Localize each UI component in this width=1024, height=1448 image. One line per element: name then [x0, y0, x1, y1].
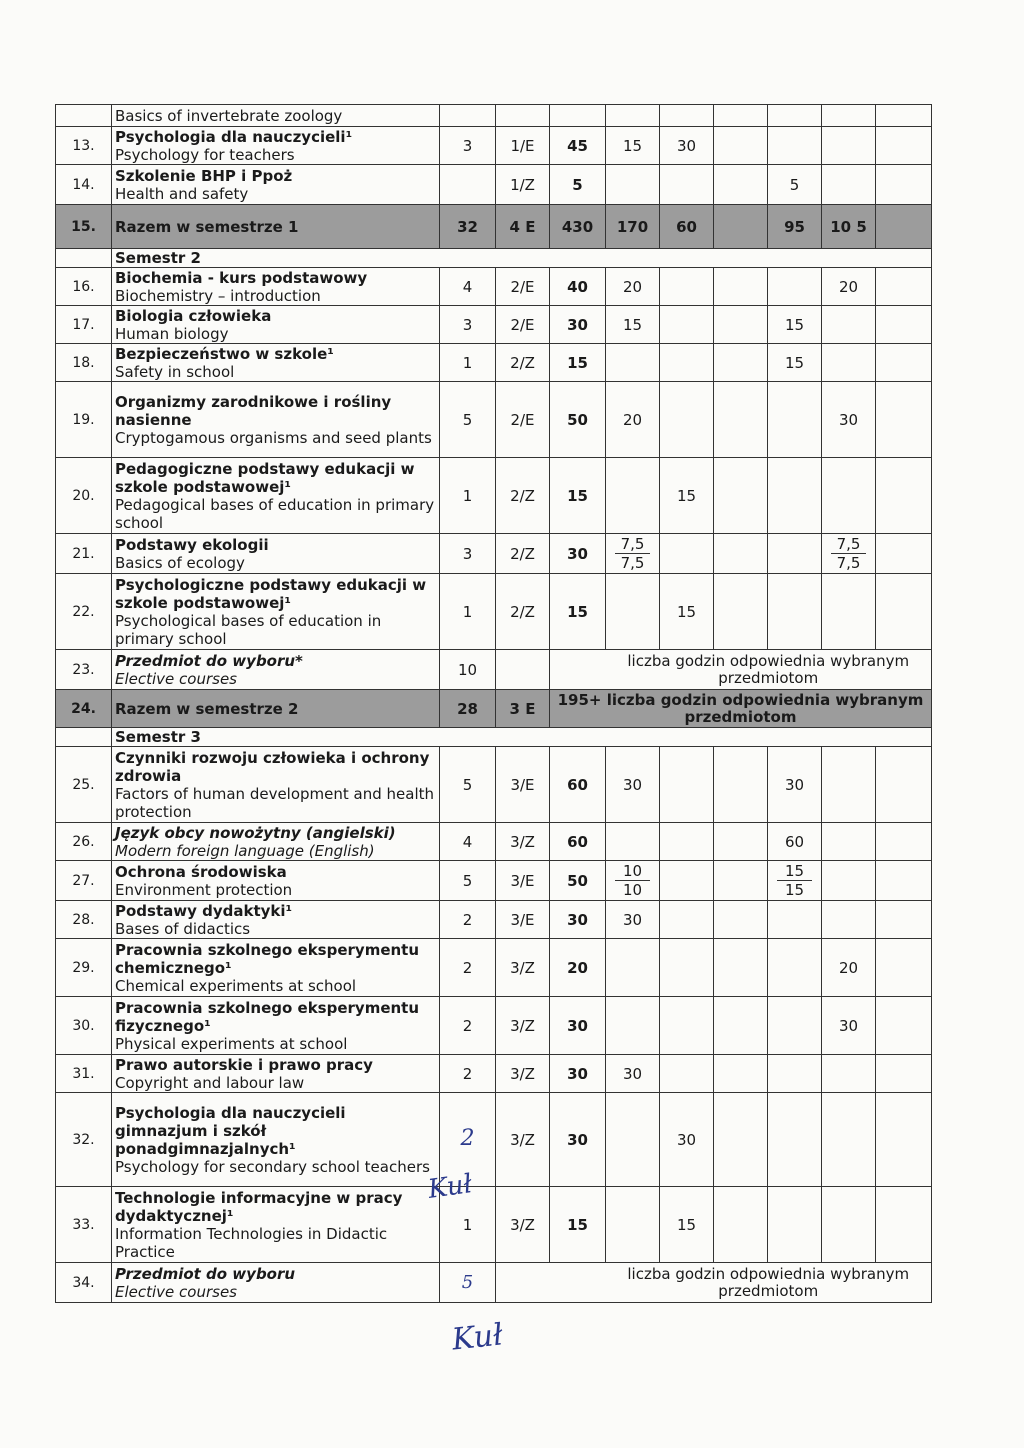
row-number: 13. — [56, 127, 112, 165]
ects-cell: 2 — [440, 939, 496, 997]
semester-cell: 1/E — [496, 127, 550, 165]
total-hours-cell: 15 — [550, 344, 606, 382]
ects-cell: 2 — [440, 997, 496, 1055]
hours-cell: 60 — [660, 205, 714, 249]
total-hours-cell: 20 — [550, 939, 606, 997]
table-row — [56, 306, 932, 344]
course-name-pl: Język obcy nowożytny (angielski) — [115, 823, 396, 842]
row-number: 18. — [56, 344, 112, 382]
split-value-bottom: 10 — [622, 881, 643, 899]
ects-cell: 4 — [440, 823, 496, 861]
hours-cell: 15 — [660, 458, 714, 534]
semester-label: Semestr 2 — [112, 249, 932, 268]
total-hours-cell: 5 — [550, 165, 606, 205]
split-value-bottom: 7,5 — [836, 554, 861, 572]
course-name-en: Biochemistry – introduction — [115, 286, 321, 305]
ects-cell: 3 — [440, 127, 496, 165]
split-hours-cell — [822, 534, 876, 574]
total-hours-cell: 50 — [550, 382, 606, 458]
course-name-en: Modern foreign language (English) — [115, 841, 375, 860]
row-number: 15. — [56, 205, 112, 249]
split-value-bottom: 15 — [784, 881, 805, 899]
hours-cell: 30 — [822, 382, 876, 458]
ects-cell: 1 — [440, 344, 496, 382]
course-name-en: Psychology for teachers — [115, 145, 295, 164]
course-name-en: Human biology — [115, 324, 229, 343]
table-row — [56, 861, 932, 901]
course-name-pl: Czynniki rozwoju człowieka i ochrony zdrowia — [115, 748, 430, 785]
curriculum-page — [55, 104, 931, 1303]
row-number: 34. — [56, 1263, 112, 1303]
elective-hours-note: liczba godzin odpowiednia wybranym przedmiotom — [606, 650, 932, 690]
row-number: 16. — [56, 268, 112, 306]
row-number: 28. — [56, 901, 112, 939]
hours-cell: 20 — [606, 268, 660, 306]
split-hours-cell — [768, 861, 822, 901]
hours-cell: 95 — [768, 205, 822, 249]
total-hours-cell: 50 — [550, 861, 606, 901]
table-row — [56, 344, 932, 382]
hours-cell: 30 — [822, 997, 876, 1055]
table-row — [56, 105, 932, 127]
table-row — [56, 534, 932, 574]
semester-cell: 3/Z — [496, 939, 550, 997]
total-hours-cell: 30 — [550, 1055, 606, 1093]
semester-cell: 2/E — [496, 268, 550, 306]
row-number: 31. — [56, 1055, 112, 1093]
ects-cell: 10 — [440, 650, 496, 690]
semester-cell: 3/E — [496, 901, 550, 939]
row-number: 30. — [56, 997, 112, 1055]
summary-label: Razem w semestrze 1 — [112, 205, 440, 249]
course-name-en: Elective courses — [115, 1282, 237, 1301]
course-name-en: Chemical experiments at school — [115, 976, 357, 995]
row-number: 29. — [56, 939, 112, 997]
table-row — [56, 1093, 932, 1187]
semester-header-row — [56, 728, 932, 747]
hours-cell: 15 — [660, 1187, 714, 1263]
hours-cell: 20 — [822, 939, 876, 997]
ects-cell — [440, 1263, 496, 1303]
semester-cell: 2/E — [496, 382, 550, 458]
semester-cell: 2/Z — [496, 574, 550, 650]
hours-cell: 15 — [606, 306, 660, 344]
semester-cell: 3/Z — [496, 1093, 550, 1187]
course-name-en: Factors of human development and health protection — [115, 784, 435, 821]
semester-cell: 3/E — [496, 861, 550, 901]
table-row — [56, 1055, 932, 1093]
ects-cell: 1 — [440, 458, 496, 534]
table-row — [56, 997, 932, 1055]
course-name-en: Environment protection — [115, 880, 293, 899]
row-number: 25. — [56, 747, 112, 823]
ects-cell: 5 — [440, 861, 496, 901]
table-row — [56, 382, 932, 458]
hours-cell: 5 — [768, 165, 822, 205]
hours-cell: 15 — [660, 574, 714, 650]
total-hours-cell: 30 — [550, 997, 606, 1055]
ects-cell: 5 — [440, 747, 496, 823]
course-name-pl: Bezpieczeństwo w szkole¹ — [115, 344, 334, 363]
row-number: 19. — [56, 382, 112, 458]
split-value-bottom: 7,5 — [620, 554, 645, 572]
hours-cell: 30 — [660, 1093, 714, 1187]
split-value-top: 10 — [615, 862, 650, 881]
hours-cell: 30 — [606, 747, 660, 823]
course-name-pl: Pracownia szkolnego eksperymentu chemicznego¹ — [115, 940, 420, 977]
ects-cell: 2 — [440, 1055, 496, 1093]
total-hours-cell: 60 — [550, 747, 606, 823]
row-number: 22. — [56, 574, 112, 650]
row-number: 17. — [56, 306, 112, 344]
split-hours-cell — [606, 861, 660, 901]
semester-cell: 3/Z — [496, 823, 550, 861]
semester-header-row — [56, 249, 932, 268]
total-hours-cell: 30 — [550, 901, 606, 939]
row-number: 23. — [56, 650, 112, 690]
summary-label: Razem w semestrze 2 — [112, 690, 440, 728]
course-name-pl: Podstawy ekologii — [115, 535, 269, 554]
row-number: 14. — [56, 165, 112, 205]
split-value-top: 7,5 — [615, 535, 650, 554]
total-hours-cell: 60 — [550, 823, 606, 861]
elective-hours-note: liczba godzin odpowiednia wybranym przedmiotom — [606, 1263, 932, 1303]
row-number: 33. — [56, 1187, 112, 1263]
total-hours-cell: 15 — [550, 1187, 606, 1263]
semester-cell: 2/Z — [496, 534, 550, 574]
total-hours-cell: 15 — [550, 574, 606, 650]
hours-cell: 15 — [606, 127, 660, 165]
hours-cell: 60 — [768, 823, 822, 861]
semester-cell: 2/Z — [496, 458, 550, 534]
course-name-pl: Pracownia szkolnego eksperymentu fizycznego¹ — [115, 998, 420, 1035]
course-name-en: Basics of ecology — [115, 553, 245, 572]
course-name-pl: Szkolenie BHP i Ppoż — [115, 166, 293, 185]
row-number: 27. — [56, 861, 112, 901]
course-name-en: Psychology for secondary school teachers — [115, 1157, 430, 1176]
total-hours-cell: 30 — [550, 1093, 606, 1187]
row-number: 21. — [56, 534, 112, 574]
course-name-pl: Pedagogiczne podstawy edukacji w szkole podstawowej¹ — [115, 459, 415, 496]
hours-cell: 30 — [660, 127, 714, 165]
total-hours-cell: 430 — [550, 205, 606, 249]
course-name-pl: Technologie informacyjne w pracy dydaktycznej¹ — [115, 1188, 403, 1225]
hours-cell: 10 5 — [822, 205, 876, 249]
course-name-en: Physical experiments at school — [115, 1034, 348, 1053]
hours-cell: 30 — [606, 1055, 660, 1093]
course-name-en: Copyright and labour law — [115, 1073, 305, 1092]
table-row — [56, 823, 932, 861]
table-row — [56, 747, 932, 823]
row-number: 24. — [56, 690, 112, 728]
hours-cell: 20 — [606, 382, 660, 458]
semester-label: Semestr 3 — [112, 728, 932, 747]
table-row — [56, 1187, 932, 1263]
semester-cell: 3/Z — [496, 1055, 550, 1093]
summary-row — [56, 205, 932, 249]
semester-cell: 2/Z — [496, 344, 550, 382]
semester-cell: 3/E — [496, 747, 550, 823]
total-hours-cell: 15 — [550, 458, 606, 534]
ects-cell: 1 — [440, 1187, 496, 1263]
table-row — [56, 574, 932, 650]
ects-cell: 3 — [440, 306, 496, 344]
table-row — [56, 458, 932, 534]
curriculum-table — [55, 104, 932, 1303]
ects-cell: 32 — [440, 205, 496, 249]
semester-cell: 3/Z — [496, 997, 550, 1055]
course-name-pl: Biochemia - kurs podstawowy — [115, 268, 368, 287]
handwritten-correction: 2 — [460, 1126, 475, 1151]
semester-cell: 2/E — [496, 306, 550, 344]
table-row — [56, 939, 932, 997]
course-name-en: Health and safety — [115, 184, 249, 203]
course-name-en: Pedagogical bases of education in primary school — [115, 495, 435, 532]
split-value-top: 15 — [777, 862, 812, 881]
total-hours-cell: 30 — [550, 306, 606, 344]
row-number: 32. — [56, 1093, 112, 1187]
table-row — [56, 901, 932, 939]
course-name-en: Information Technologies in Didactic Practice — [115, 1224, 388, 1261]
course-name-en: Bases of didactics — [115, 919, 251, 938]
summary-row — [56, 690, 932, 728]
semester-cell: 3/Z — [496, 1187, 550, 1263]
course-name-en: Elective courses — [115, 669, 237, 688]
course-name-en: Safety in school — [115, 362, 235, 381]
course-name-en: Basics of invertebrate zoology — [112, 105, 440, 127]
course-name-pl: Podstawy dydaktyki¹ — [115, 901, 293, 920]
course-name-pl: Organizmy zarodnikowe i rośliny nasienne — [115, 392, 392, 429]
total-hours-cell: 40 — [550, 268, 606, 306]
course-name-en: Cryptogamous organisms and seed plants — [115, 428, 432, 447]
total-hours-cell: 45 — [550, 127, 606, 165]
course-name-pl: Przedmiot do wyboru* — [115, 651, 303, 670]
total-hours-cell: 30 — [550, 534, 606, 574]
ects-cell: 1 — [440, 574, 496, 650]
handwritten-correction: 5 — [461, 1271, 474, 1293]
course-name-pl: Ochrona środowiska — [115, 862, 287, 881]
table-row — [56, 127, 932, 165]
hours-cell: 170 — [606, 205, 660, 249]
table-row — [56, 268, 932, 306]
handwritten-signature: Kuł — [426, 1169, 474, 1205]
ects-cell: 4 — [440, 268, 496, 306]
course-name-pl: Psychologiczne podstawy edukacji w szkole podstawowej¹ — [115, 575, 427, 612]
course-name-pl: Przedmiot do wyboru — [115, 1264, 296, 1283]
table-row — [56, 1263, 932, 1303]
course-name-en: Psychological bases of education in primary school — [115, 611, 382, 648]
ects-cell: 3 — [440, 534, 496, 574]
ects-cell: 28 — [440, 690, 496, 728]
ects-cell: 2 — [440, 901, 496, 939]
course-name-pl: Psychologia dla nauczycieli¹ — [115, 127, 353, 146]
course-name-pl: Prawo autorskie i prawo pracy — [115, 1055, 373, 1074]
table-row — [56, 165, 932, 205]
semester-cell: 3 E — [496, 690, 550, 728]
row-number: 20. — [56, 458, 112, 534]
summary-hours-note: 195+ liczba godzin odpowiednia wybranym przedmiotom — [550, 690, 932, 728]
row-number: 26. — [56, 823, 112, 861]
handwritten-signature: Kuł — [450, 1317, 505, 1358]
split-value-top: 7,5 — [831, 535, 866, 554]
semester-cell: 1/Z — [496, 165, 550, 205]
semester-cell: 4 E — [496, 205, 550, 249]
course-name-pl: Biologia człowieka — [115, 306, 272, 325]
hours-cell: 20 — [822, 268, 876, 306]
hours-cell: 30 — [606, 901, 660, 939]
ects-cell: 5 — [440, 382, 496, 458]
hours-cell: 15 — [768, 344, 822, 382]
hours-cell: 30 — [768, 747, 822, 823]
table-row — [56, 650, 932, 690]
course-name-pl: Psychologia dla nauczycieli gimnazjum i szkół ponadgimnazjalnych¹ — [115, 1103, 346, 1158]
split-hours-cell — [606, 534, 660, 574]
hours-cell: 15 — [768, 306, 822, 344]
